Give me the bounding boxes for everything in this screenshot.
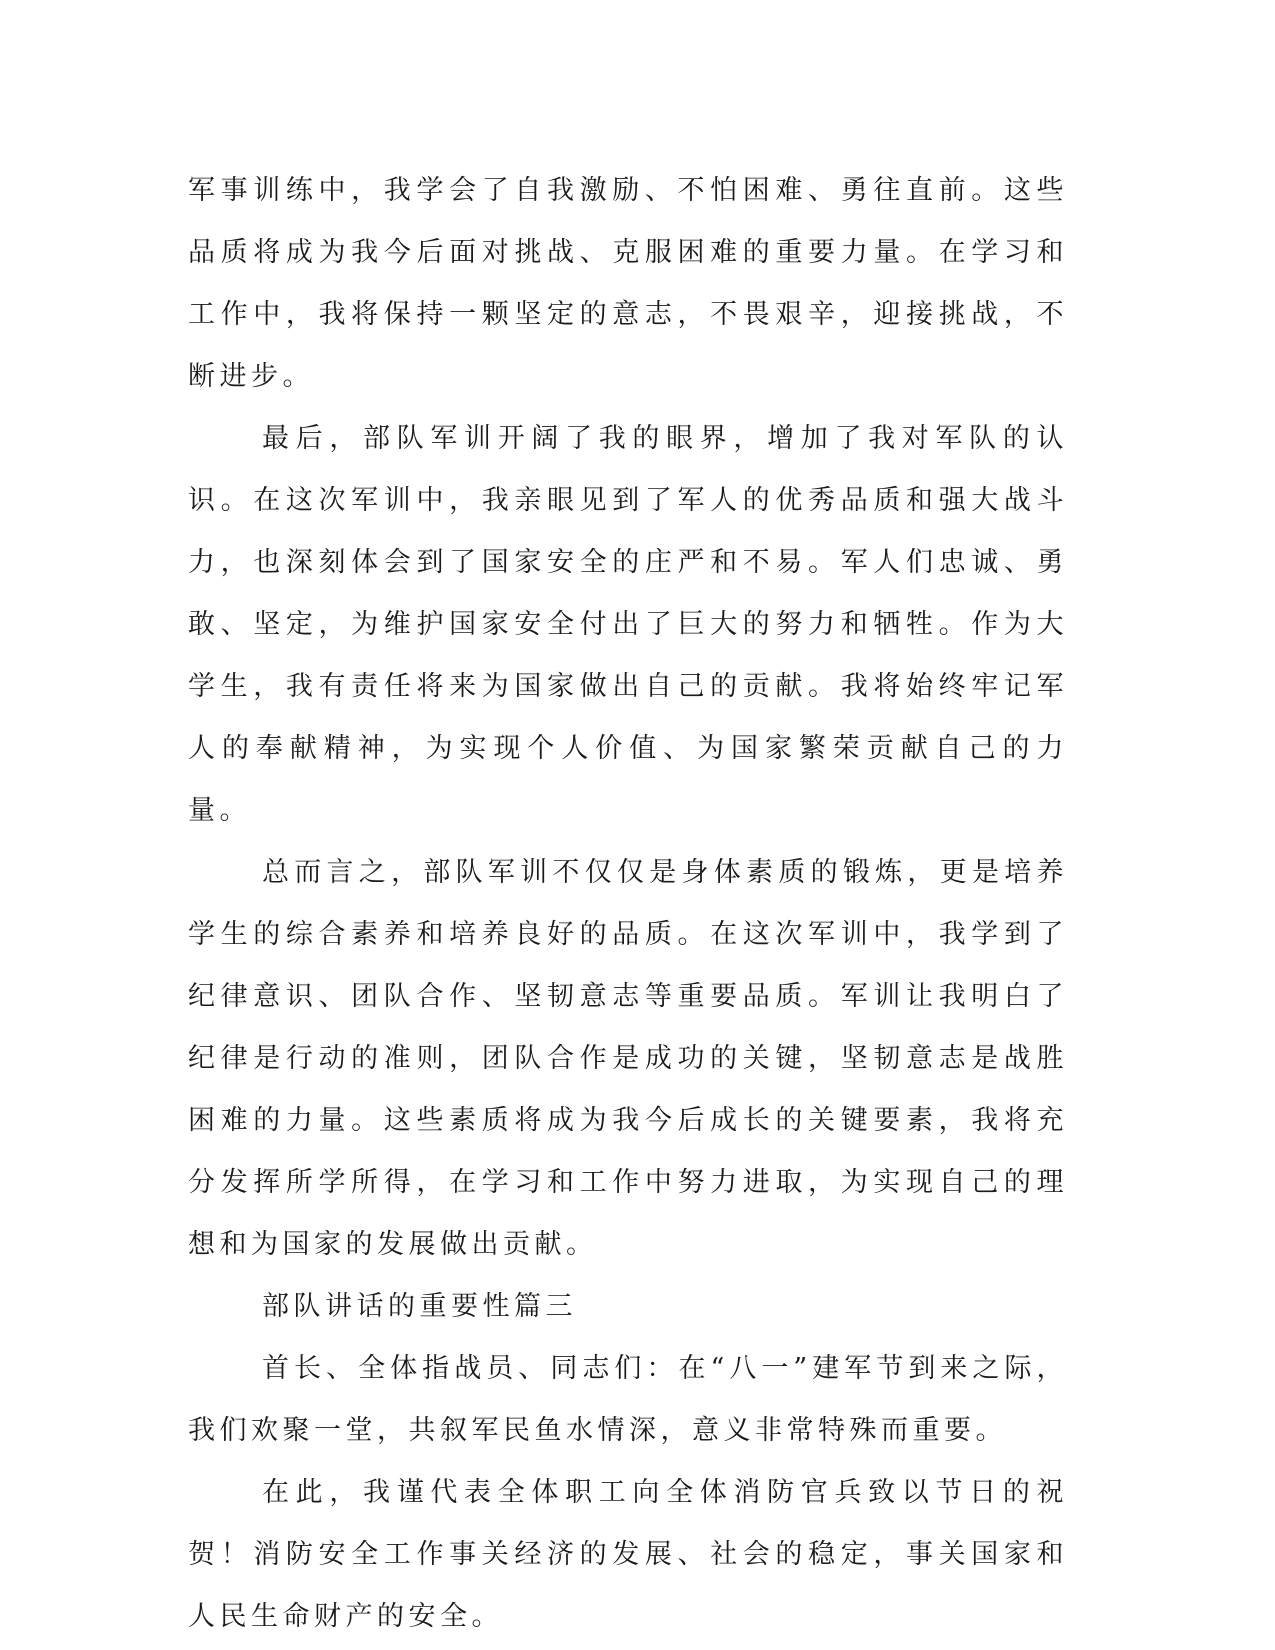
document-body [188,160,1068,1648]
paragraph-2: 最后，部队军训开阔了我的眼界，增加了我对军队的认识。在这次军训中，我亲眼见到了军人的优秀品质和强大战斗力，也深刻体会到了国家安全的庄严和不易。军人们忠诚、勇敢、坚定，为维护国家安全付出了巨大的努力和牺牲。作为大学生，我有责任将来为国家做出自己的贡献。我将始终牢记军人的奉献精神，为实现个人价值、为国家繁荣贡献自己的力量。 [188,423,1068,826]
paragraph-5: 在此，我谨代表全体职工向全体消防官兵致以节日的祝贺！消防安全工作事关经济的发展、社会的稳定，事关国家和人民生命财产的安全。 [188,1477,1068,1632]
paragraph-4: 首长、全体指战员、同志们：在“八一”建军节到来之际，我们欢聚一堂，共叙军民鱼水情深，意义非常特殊而重要。 [188,1353,1068,1446]
paragraph-1: 军事训练中，我学会了自我激励、不怕困难、勇往直前。这些品质将成为我今后面对挑战、克服困难的重要力量。在学习和工作中，我将保持一颗坚定的意志，不畏艰辛，迎接挑战，不断进步。 [188,175,1068,392]
paragraph-3: 总而言之，部队军训不仅仅是身体素质的锻炼，更是培养学生的综合素养和培养良好的品质。在这次军训中，我学到了纪律意识、团队合作、坚韧意志等重要品质。军训让我明白了纪律是行动的准则，团队合作是成功的关键，坚韧意志是战胜困难的力量。这些素质将成为我今后成长的关键要素，我将充分发挥所学所得，在学习和工作中努力进取，为实现自己的理想和为国家的发展做出贡献。 [188,857,1068,1260]
section-heading: 部队讲话的重要性篇三 [262,1291,577,1322]
